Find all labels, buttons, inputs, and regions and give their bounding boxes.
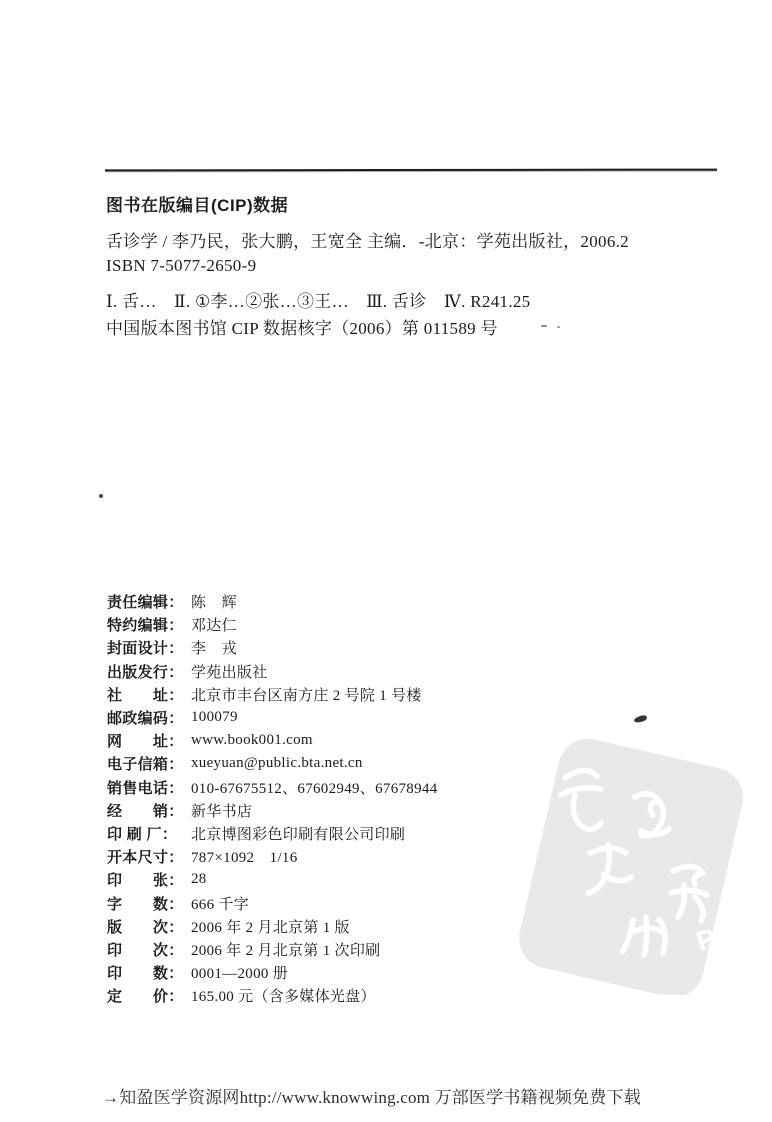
colophon-value: 学苑出版社 — [191, 664, 268, 681]
colophon-row — [107, 868, 438, 891]
colophon-row — [107, 706, 438, 729]
colophon-value: 165.00 元（含多媒体光盘） — [191, 989, 376, 1006]
colophon-value: 北京市丰台区南方庄 2 号院 1 号楼 — [191, 687, 422, 704]
colophon-row — [107, 660, 438, 683]
colophon-value: 新华书店 — [191, 803, 253, 820]
colophon-row — [107, 822, 438, 845]
colophon-row — [107, 799, 438, 822]
cip-record-line: 中国版本图书馆 CIP 数据核字（2006）第 011589 号 — [106, 319, 498, 338]
colophon-label: 销售电话： — [107, 779, 184, 797]
colophon-label: 出版发行： — [107, 663, 184, 681]
cip-heading: 图书在版编目(CIP)数据 — [106, 196, 289, 215]
colophon-value: 陈 辉 — [191, 595, 237, 612]
colophon-label: 邮政编码： — [107, 710, 184, 728]
colophon-row — [107, 683, 438, 706]
scan-speck — [557, 326, 560, 328]
scan-speck — [99, 494, 103, 498]
colophon-row — [107, 984, 438, 1007]
colophon-label: 字 数： — [107, 895, 184, 913]
colophon-value: 李 戎 — [191, 641, 237, 658]
colophon-row — [107, 729, 438, 752]
colophon-label: 印 刷 厂： — [107, 825, 178, 843]
colophon-label: 封面设计： — [107, 640, 184, 658]
cip-classification-line: Ⅰ. 舌… Ⅱ. ①李…②张…③王… Ⅲ. 舌诊 Ⅳ. R241.25 — [106, 292, 531, 311]
watermark-blob — [513, 733, 749, 995]
colophon-value: 28 — [191, 871, 207, 888]
colophon-label: 社 址： — [107, 686, 184, 704]
colophon-value: xueyuan@public.bta.net.cn — [191, 755, 363, 772]
colophon-row — [107, 845, 438, 868]
colophon-label: 印 次： — [107, 941, 184, 959]
colophon-value: 100079 — [191, 709, 238, 726]
watermark-stamp — [495, 733, 772, 995]
watermark-pdg-text: PDG — [692, 909, 764, 957]
colophon-row — [107, 590, 438, 613]
colophon-row — [107, 613, 438, 636]
colophon-row — [107, 915, 438, 938]
colophon-label: 印 张： — [107, 872, 184, 890]
colophon-row — [107, 938, 438, 961]
colophon-row — [107, 891, 438, 914]
colophon-row — [107, 636, 438, 659]
scan-speck — [633, 715, 647, 724]
colophon-label: 电子信箱： — [107, 756, 184, 774]
colophon-value: 787×1092 1/16 — [191, 850, 298, 867]
colophon-value: 邓达仁 — [191, 618, 237, 635]
colophon-label: 特约编辑： — [107, 617, 184, 635]
top-rule — [105, 169, 717, 172]
colophon-value: 2006 年 2 月北京第 1 次印刷 — [191, 942, 381, 959]
footer-note: →知盈医学资源网http://www.knowwing.com 万部医学书籍视频免费下载 — [102, 1088, 641, 1107]
colophon-label: 开本尺寸： — [107, 849, 184, 867]
cip-title-line: 舌诊学 / 李乃民，张大鹏，王宽全 主编．-北京：学苑出版社，2006.2 — [106, 232, 629, 251]
colophon-label: 经 销： — [107, 802, 184, 820]
colophon-row — [107, 961, 438, 984]
colophon-label: 责任编辑： — [107, 594, 184, 612]
colophon-value: 010-67675512、67602949、67678944 — [191, 780, 438, 797]
colophon-label: 定 价： — [107, 988, 184, 1006]
colophon-row — [107, 776, 438, 799]
colophon-label: 版 次： — [107, 918, 184, 936]
cip-isbn-line: ISBN 7-5077-2650-9 — [106, 256, 257, 275]
scan-speck — [541, 325, 547, 327]
colophon — [107, 590, 438, 1007]
colophon-value: www.book001.com — [191, 732, 313, 749]
colophon-value: 北京博图彩色印刷有限公司印刷 — [191, 826, 406, 843]
colophon-value: 2006 年 2 月北京第 1 版 — [191, 919, 350, 936]
colophon-label: 网 址： — [107, 733, 184, 751]
colophon-value: 0001—2000 册 — [191, 966, 289, 983]
colophon-value: 666 千字 — [191, 896, 250, 913]
colophon-label: 印 数： — [107, 965, 184, 983]
colophon-row — [107, 752, 438, 775]
